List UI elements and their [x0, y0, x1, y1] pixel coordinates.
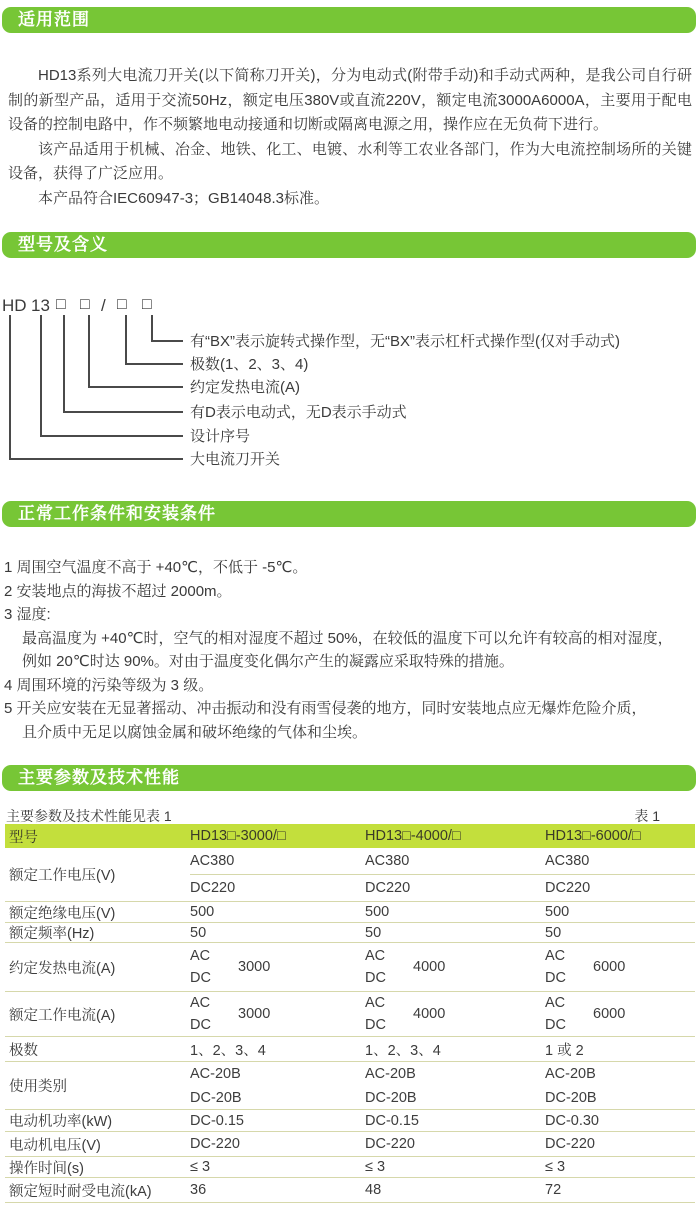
table-row [5, 848, 695, 902]
table-header-4000: HD13□-4000/□ [365, 828, 461, 844]
table-row [5, 1178, 695, 1203]
table-row [5, 902, 695, 923]
value-dc: DC-20B [545, 1089, 597, 1106]
connector-line [63, 411, 183, 413]
cell: 48 [365, 1182, 382, 1198]
subrow-ac [190, 848, 695, 875]
prefix-ac: AC [365, 948, 386, 964]
row-label: 额定绝缘电压(V) [9, 905, 116, 922]
prefix-ac: AC [190, 948, 211, 964]
cell [190, 992, 365, 1036]
value: 4000 [413, 1006, 446, 1022]
connector-line [63, 315, 65, 413]
cell: AC380 [545, 852, 590, 869]
prefix-dc: DC [545, 970, 566, 986]
row-label: 极数 [9, 1042, 38, 1059]
model-label-motorized: 有D表示电动式，无D表示手动式 [190, 404, 407, 421]
cell: 50 [365, 924, 382, 941]
cell [190, 1062, 365, 1109]
model-code-13: 13 [31, 296, 50, 315]
cell: 500 [545, 904, 570, 920]
cell: DC-0.30 [545, 1112, 599, 1129]
section-title-specs: 主要参数及技术性能 [2, 765, 696, 791]
condition-line: 2 安装地点的海拔不超过 2000m。 [4, 582, 232, 600]
cell: ≤ 3 [365, 1159, 386, 1175]
value: 4000 [413, 959, 446, 975]
condition-line: 1 周围空气温度不高于 +40℃，不低于 -5℃。 [4, 559, 308, 576]
model-label-poles: 极数(1、2、3、4) [190, 356, 309, 373]
connector-line [9, 315, 11, 460]
value-ac: AC-20B [190, 1065, 241, 1082]
scope-paragraph: 本产品符合IEC60947-3；GB14048.3标准。 [38, 189, 329, 207]
model-code-box3: □ [117, 296, 127, 313]
conditions-list [4, 556, 696, 744]
model-code-slash: / [101, 296, 106, 315]
cell [365, 992, 545, 1036]
model-label-knife: 大电流刀开关 [190, 451, 281, 468]
value: 6000 [593, 959, 626, 975]
table-row [5, 1110, 695, 1132]
cell: DC-220 [545, 1136, 595, 1152]
condition-line: 3 湿度: [4, 606, 51, 623]
section-title-model: 型号及含义 [2, 232, 696, 258]
model-label-design-no: 设计序号 [190, 428, 251, 445]
cell [545, 1062, 695, 1109]
row-label: 约定发热电流(A) [9, 960, 116, 977]
model-label-bx: 有“BX”表示旋转式操作型，无“BX”表示杠杆式操作型(仅对手动式) [190, 333, 620, 350]
value-dc: DC-20B [190, 1089, 242, 1106]
prefix-ac: AC [545, 995, 566, 1011]
connector-line [40, 315, 42, 437]
condition-line: 最高温度为 +40℃时，空气的相对湿度不超过 50%，在较低的温度下可以允许有较高的相对湿度， [22, 629, 673, 647]
cell: 1、2、3、4 [190, 1042, 266, 1059]
model-code-box1: □ [56, 296, 66, 313]
value-ac: AC-20B [365, 1065, 416, 1082]
condition-line: 例如 20℃时达 90%。对由于温度变化偶尔产生的凝露应采取特殊的措施。 [22, 653, 514, 670]
row-label: 额定短时耐受电流(kA) [9, 1183, 152, 1200]
table-header-row [5, 824, 695, 848]
table-row [5, 992, 695, 1037]
cell: AC380 [365, 852, 410, 869]
cell [190, 943, 365, 991]
row-label: 额定频率(Hz) [9, 926, 95, 942]
value: 3000 [238, 959, 271, 975]
model-code-box2: □ [80, 296, 90, 313]
cell: DC-220 [190, 1136, 240, 1152]
table-header-6000: HD13□-6000/□ [545, 828, 641, 844]
prefix-ac: AC [365, 995, 386, 1011]
prefix-ac: AC [545, 948, 566, 964]
connector-line [125, 363, 183, 365]
row-label: 使用类别 [9, 1079, 67, 1095]
prefix-ac: AC [190, 995, 211, 1011]
row-label: 额定工作电流(A) [9, 1007, 116, 1024]
row-label: 电动机功率(kW) [9, 1114, 113, 1130]
value: 6000 [593, 1006, 626, 1022]
cell: 72 [545, 1182, 562, 1198]
section-title-conditions: 正常工作条件和安装条件 [2, 501, 696, 527]
prefix-dc: DC [365, 1017, 386, 1033]
table-row [5, 943, 695, 992]
cell: ≤ 3 [190, 1159, 211, 1175]
prefix-dc: DC [190, 1017, 211, 1033]
cell: 500 [190, 904, 215, 920]
cell: DC220 [365, 879, 411, 896]
cell: 1、2、3、4 [365, 1042, 441, 1059]
row-label: 额定工作电压(V) [9, 868, 116, 884]
cell [545, 992, 695, 1036]
prefix-dc: DC [545, 1017, 566, 1033]
cell: DC-0.15 [190, 1112, 244, 1129]
scope-paragraph: HD13系列大电流刀开关(以下简称刀开关)，分为电动式(附带手动)和手动式两种，是我公司自行研制的新型产品，适用于交流50Hz，额定电压380V或直流220V，额定电流3000A6000A，主要用于配电设备的控制电路中，作不频繁地电动接通和切断或隔离电源之用，操作应在无负荷下进行。 [8, 67, 692, 133]
table-row [5, 1062, 695, 1110]
connector-line [40, 435, 183, 437]
cell: ≤ 3 [545, 1159, 566, 1175]
table-header-3000: HD13□-3000/□ [190, 828, 286, 844]
prefix-dc: DC [365, 970, 386, 986]
cell [365, 943, 545, 991]
cell [365, 1062, 545, 1109]
cell: DC-220 [365, 1136, 415, 1152]
connector-line [9, 458, 183, 460]
section-title-scope: 适用范围 [2, 7, 696, 33]
cell: AC380 [190, 852, 235, 869]
table-row [5, 923, 695, 943]
model-code-hd: HD [2, 296, 27, 315]
cell: 500 [365, 904, 390, 920]
condition-line: 且介质中无足以腐蚀金属和破坏绝缘的气体和尘埃。 [22, 723, 368, 741]
table-number: 表 1 [634, 808, 660, 824]
prefix-dc: DC [190, 970, 211, 986]
table-header-model: 型号 [9, 829, 38, 846]
cell: DC220 [545, 879, 591, 896]
cell [545, 943, 695, 991]
cell: 36 [190, 1182, 207, 1198]
cell: 50 [190, 924, 207, 941]
cell: DC-0.15 [365, 1112, 419, 1129]
specs-table [5, 824, 695, 1203]
connector-line [88, 386, 183, 388]
cell: 1 或 2 [545, 1042, 584, 1059]
table-row [5, 1132, 695, 1157]
row-label: 操作时间(s) [9, 1160, 84, 1177]
cell: DC220 [190, 879, 236, 896]
scope-paragraphs [8, 64, 692, 211]
condition-line: 4 周围环境的污染等级为 3 级。 [4, 676, 214, 694]
table-note: 主要参数及技术性能见表 1 [6, 808, 172, 824]
connector-line [151, 315, 153, 342]
value: 3000 [238, 1006, 271, 1022]
connector-line [125, 315, 127, 365]
value-ac: AC-20B [545, 1065, 596, 1082]
model-code-box4: □ [142, 296, 152, 313]
connector-line [88, 315, 90, 388]
condition-line: 5 开关应安装在无显著摇动、冲击振动和没有雨雪侵袭的地方，同时安装地点应无爆炸危险介质， [4, 700, 647, 717]
subrow-dc [190, 875, 695, 901]
model-label-current: 约定发热电流(A) [190, 379, 300, 396]
cell: 50 [545, 924, 562, 941]
table-row [5, 1037, 695, 1062]
connector-line [151, 340, 183, 342]
scope-paragraph: 该产品适用于机械、冶金、地铁、化工、电镀、水利等工农业各部门，作为大电流控制场所的关键设备，获得了广泛应用。 [8, 140, 692, 182]
row-label: 电动机电压(V) [9, 1137, 101, 1154]
value-dc: DC-20B [365, 1089, 417, 1106]
table-row [5, 1157, 695, 1178]
row-values [190, 848, 695, 901]
